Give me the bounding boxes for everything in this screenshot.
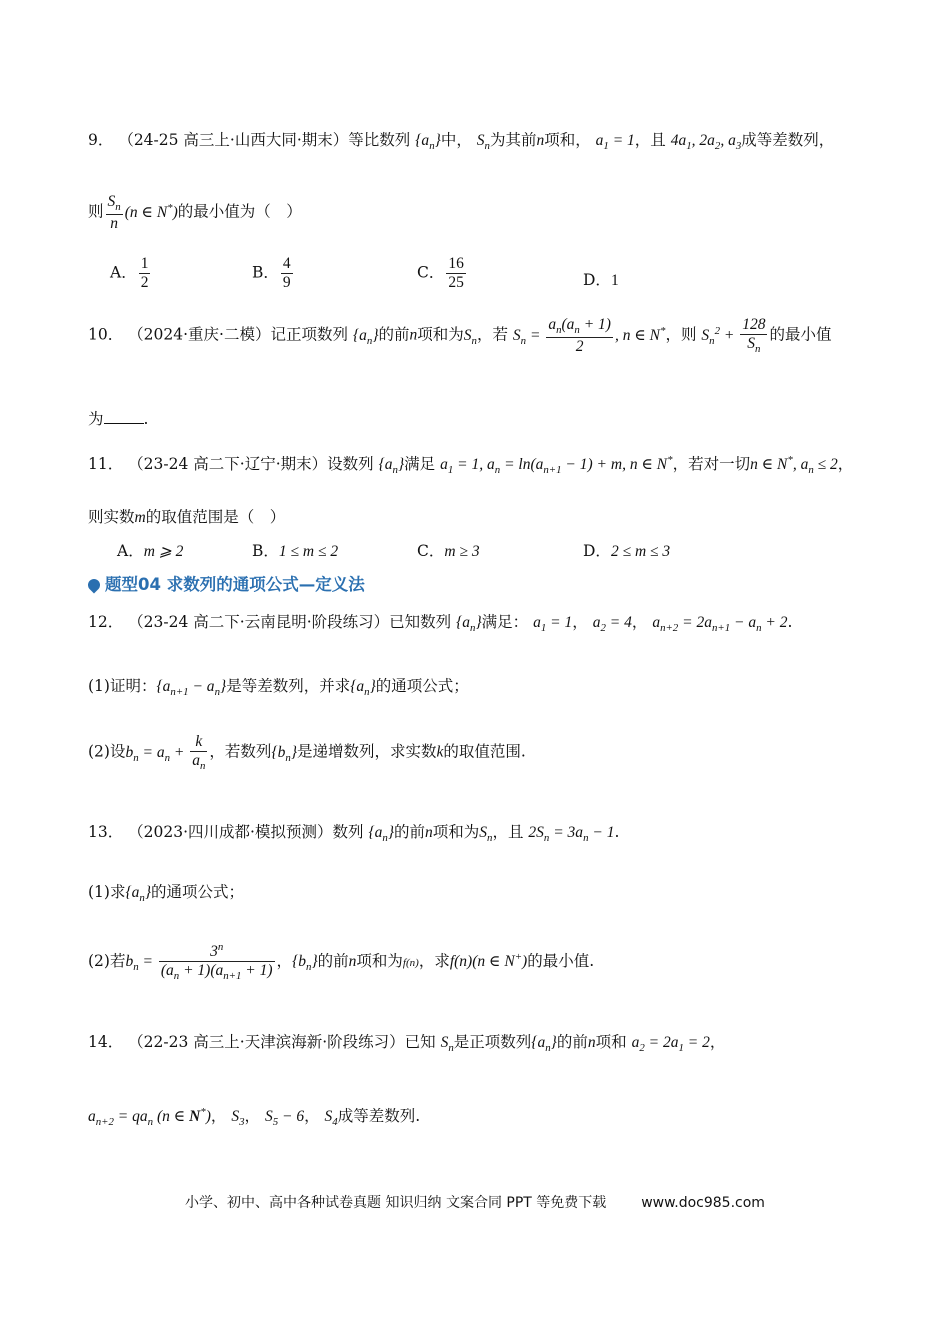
math: $\{a_n\}$ (415, 132, 441, 153)
footer-text: 小学、初中、高中各种试卷真题 知识归纳 文案合同 PPT 等免费下载 (185, 1195, 607, 1211)
q13-part2: (2)若$b_n$ = $\frac{3^n}{(a_n + 1)(a_{n+1} + 1)}$ ，$\{b_n\}$的前n项和为f(n)，求f(n)(n ∈ N+)的最小值. (88, 941, 595, 983)
q9-option-d[interactable]: D．1 (583, 271, 619, 289)
q10-number: 10． (88, 325, 124, 344)
q13-part1: (1)求$\{a_n\}$的通项公式； (88, 883, 245, 905)
fraction: $\frac{S_n}{n}$ (107, 193, 121, 232)
q12-line1: 12． （23-24 高二下·云南昆明·阶段练习）已知数列 $\{a_n\}$满足： $a_1 = 1$， $a_2 = 4$， $a_{n+2} = 2a_{n+1} - a_n + 2$. (88, 613, 793, 635)
q10-line1: 10． （2024·重庆·二模）记正项数列 $\{a_n\}$的前n项和为$S_n$，若 $S_n$ = $\frac{a_n(a_n + 1)}{2}$ , n ∈ N*，则 $S_n^2$ + $\frac{128}{S_n}$ 的最小值 (88, 316, 832, 355)
q14-line2: $a_{n+2} = qa_n$ (n ∈ N*)， $S_3$， $S_5 - 6$， $S_4$成等差数列. (88, 1105, 421, 1129)
q12-number: 12． (88, 613, 124, 631)
q12-part2: (2)设$b_n = a_n$ + $\frac{k}{a_n}$ ，若数列$\{b_n\}$是递增数列，求实数k的取值范围. (88, 733, 526, 772)
q9-option-b[interactable]: B． $\frac{4}{9}$ (252, 255, 291, 291)
q9-option-c[interactable]: C． $\frac{16}{25}$ (417, 255, 464, 291)
answer-blank[interactable] (104, 411, 144, 424)
section-heading: 题型04 求数列的通项公式—定义法 (88, 571, 365, 595)
q11-line2: 则实数m的取值范围是（ ） (88, 508, 286, 526)
q13-number: 13． (88, 823, 124, 841)
q14-source: （22-23 高三上·天津滨海新·阶段练习） (128, 1033, 405, 1051)
q9-line1: 9． （24-25 高三上·山西大同·期末）等比数列 $\{a_n\}$中， $S_n$为其前n项和， $a_1 = 1$，且 $4a_1$, $2a_2$, $a_3$成等差数列， (88, 131, 835, 153)
q11-line1: 11． （23-24 高二下·辽宁·期末）设数列 $\{a_n\}$满足 $a_1 = 1$, $a_n = \ln(a_{n+1} - 1) + m$, n ∈ N*，若对一切n ∈ N*, $a_n \le 2$， (88, 453, 854, 477)
math: $a_1 = 1$ (595, 132, 635, 153)
q14-number: 14． (88, 1033, 124, 1051)
q9-line2: 则 $\frac{S_n}{n}$ (n ∈ N*)的最小值为（ ） (88, 193, 302, 232)
page-footer (0, 1192, 950, 1212)
q11-option-a[interactable]: A．m ⩾ 2 (117, 542, 184, 560)
q11-option-c[interactable]: C．m ≥ 3 (417, 542, 480, 560)
q13-source: （2023·四川成都·模拟预测） (128, 823, 333, 841)
footer-site-link[interactable]: www.doc985.com (641, 1195, 765, 1211)
q11-number: 11． (88, 455, 124, 473)
q11-option-d[interactable]: D．2 ≤ m ≤ 3 (583, 542, 671, 560)
q11-option-b[interactable]: B．1 ≤ m ≤ 2 (252, 542, 339, 560)
q9-option-a[interactable]: A． $\frac{1}{2}$ (110, 255, 149, 291)
q12-part1: (1)证明：$\{a_{n+1} - a_n\}$是等差数列，并求$\{a_n\}$的通项公式； (88, 677, 469, 699)
q9-source: （24-25 高三上·山西大同·期末） (118, 131, 349, 149)
math: $S_n$ = (512, 326, 545, 347)
q10-source: （2024·重庆·二模） (128, 325, 271, 344)
math: $S_n$ (476, 132, 490, 153)
q14-line1: 14． （22-23 高三上·天津滨海新·阶段练习）已知 $S_n$是正项数列$\{a_n\}$的前n项和 $a_2 = 2a_1 = 2$， (88, 1033, 726, 1055)
q11-source: （23-24 高二下·辽宁·期末） (128, 455, 328, 473)
location-pin-icon (86, 577, 103, 594)
q12-source: （23-24 高二下·云南昆明·阶段练习） (128, 613, 390, 631)
math: $4a_1$, $2a_2$, $a_3$ (670, 132, 742, 153)
q9-number: 9． (88, 131, 114, 149)
q10-line2: 为 . (88, 410, 149, 428)
q13-line1: 13． （2023·四川成都·模拟预测）数列 $\{a_n\}$的前n项和为$S_n$，且 $2S_n = 3a_n - 1$. (88, 823, 620, 845)
